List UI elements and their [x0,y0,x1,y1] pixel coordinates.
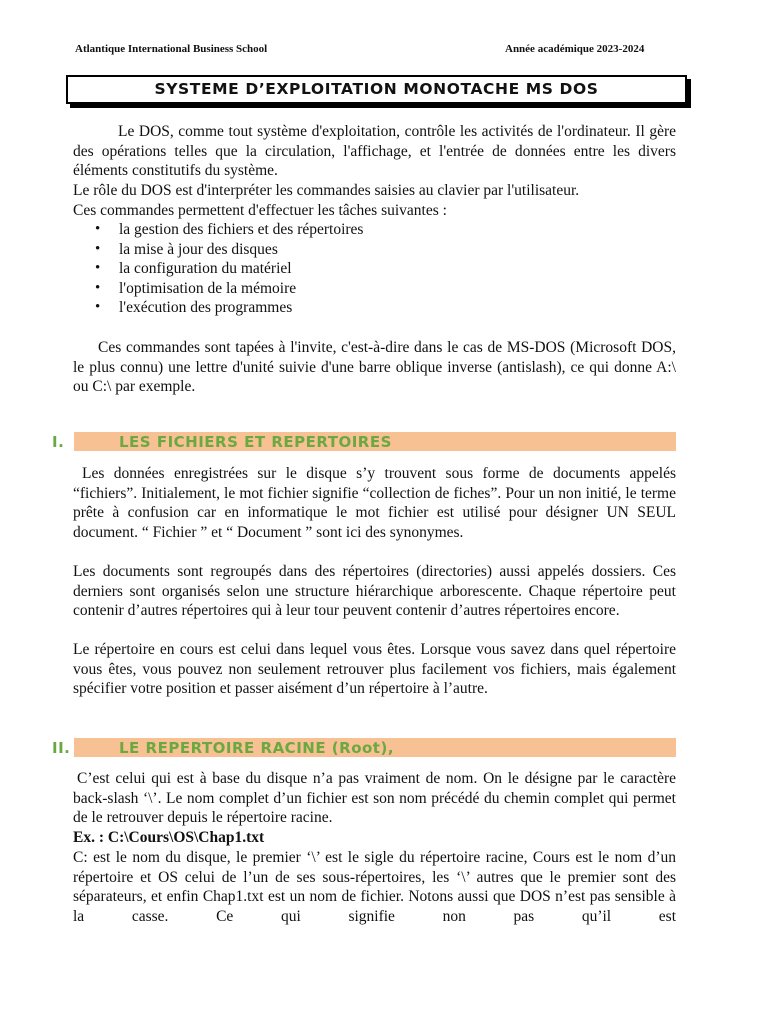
intro-paragraph [73,122,676,181]
list-item: • la configuration du matériel [73,259,676,279]
document-title: SYSTEME D’EXPLOITATION MONOTACHE MS DOS [66,75,687,104]
files-text-1: Les données enregistrées sur le disque s’y trouvent sous forme de documents appelés “fichiers”. Initialement, le mot fichier signifie “collection de fiches”. Pour un non initié, le terme prête à confusion car en informatique le mot fichier est utilisé pour désigner UN SEUL document. “ Fichier ” et “ Document ” sont ici des synonymes. [73,465,676,541]
files-paragraph-3: Le répertoire en cours est celui dans lequel vous êtes. Lorsque vous savez dans quel répertoire vous êtes, vous pouvez non seulement retrouver plus facilement vos fichiers, mais également spécifier votre position et passer aisément d’un répertoire à l’autre. [73,641,676,698]
section-heading-root [52,738,676,757]
section-title: LE REPERTOIRE RACINE (Root), [119,739,395,757]
intro-role: Le rôle du DOS est d'interpréter les commandes saisies au clavier par l'utilisateur. [73,182,580,199]
section-heading-files [52,432,676,451]
list-item: • l'optimisation de la mémoire [73,279,676,299]
school-name: Atlantique International Business School [75,43,268,55]
root-paragraph-1 [73,769,676,828]
path-example: Ex. : C:\Cours\OS\Chap1.txt [73,829,265,846]
list-item: • l'exécution des programmes [73,298,676,318]
academic-year: Année académique 2023-2024 [505,43,645,55]
prompt-paragraph [73,338,676,397]
intro-text: Le DOS, comme tout système d'exploitation, contrôle les activités de l'ordinateur. Il gère des opérations telles que la circulation, l'affichage, et l'entrée de données entre les divers éléments constitutifs du système. [73,123,676,180]
files-paragraph-1 [73,464,676,542]
tasks-list [73,220,676,318]
section-number: II. [52,739,71,757]
root-paragraph-2: C: est le nom du disque, le premier ‘\’ est le sigle du répertoire racine, Cours est le nom d’un répertoire et OS celui de l’un de ses sous-répertoires, les ‘\’ autres que le premier sont des séparateurs, et enfin Chap1.txt est un nom de fichier. Notons aussi que DOS n’est pas sensible à la casse. Ce qui signifie non pas qu’il est [73,849,676,925]
prompt-text: Ces commandes sont tapées à l'invite, c'est-à-dire dans le cas de MS-DOS (Microsoft DOS, le plus connu) une lettre d'unité suivie d'une barre oblique inverse (antislash), ce qui donne A:\ ou C:\ par exemple. [73,339,676,396]
section-number: I. [52,433,65,451]
root-text-1: C’est celui qui est à base du disque n’a pas vraiment de nom. On le désigne par le caractère back-slash ‘\’. Le nom complet d’un fichier est son nom précédé du chemin complet qui permet de le retrouver depuis le répertoire racine. [73,770,676,827]
list-item: • la gestion des fichiers et des répertoires [73,220,676,240]
section-title: LES FICHIERS ET REPERTOIRES [119,433,392,451]
files-paragraph-2: Les documents sont regroupés dans des répertoires (directories) aussi appelés dossiers. Ces derniers sont organisés selon une structure hiérarchique arborescente. Chaque répertoire peut contenir d’autres répertoires qui à leur tour peuvent contenir d’autres répertoires encore. [73,563,676,620]
list-item: • la mise à jour des disques [73,240,676,260]
intro-tasks-lead: Ces commandes permettent d'effectuer les tâches suivantes : [73,202,447,219]
